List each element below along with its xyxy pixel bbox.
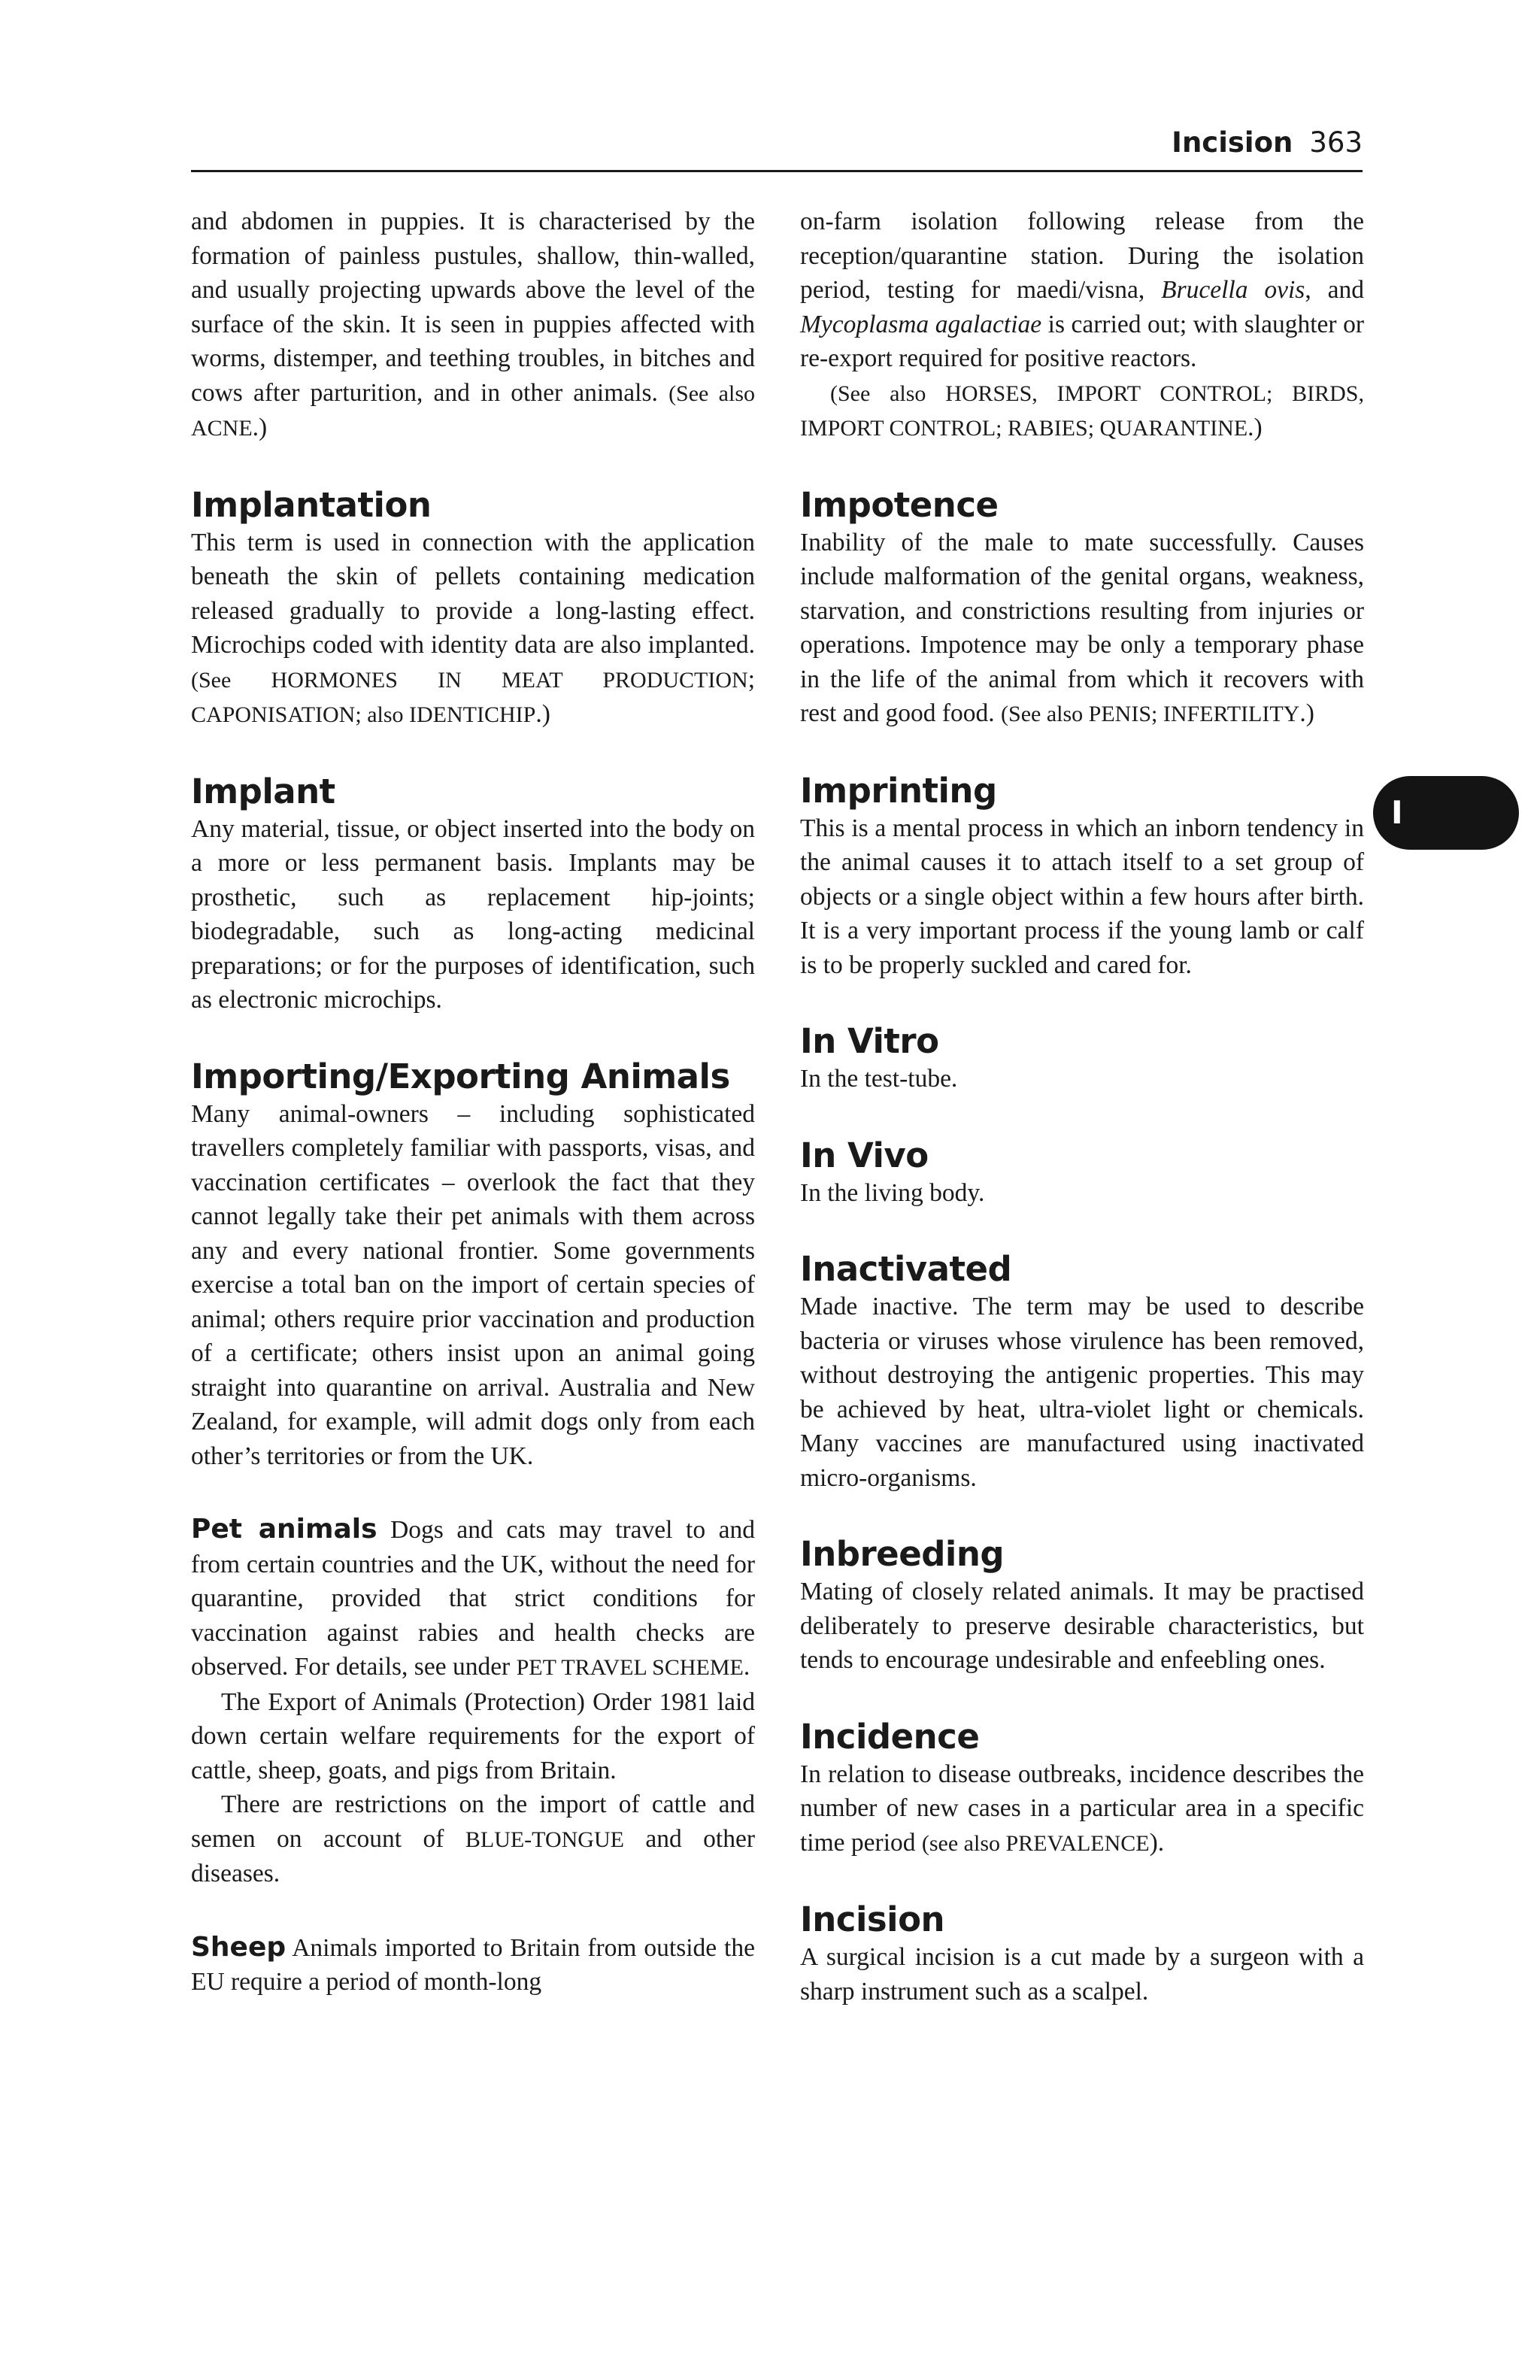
runin-heading: Sheep xyxy=(191,1931,286,1963)
entry-text-incidence: In relation to disease outbreaks, incidence describes the number of new cases in a particular area in a specific time period (see also PREVALENCE). xyxy=(800,1760,1364,1857)
entry-text-in-vitro: In the test-tube. xyxy=(800,1065,958,1093)
right-column xyxy=(800,205,1364,2009)
entry-text-incision: A surgical incision is a cut made by a surgeon with a sharp instrument such as a scalpel. xyxy=(800,1943,1364,2006)
entry-heading-implant: Implant xyxy=(191,771,335,811)
entry-text-importing-exporting: Many animal-owners – including sophisticated travellers completely familiar with passports, visas, and vaccination certificates – overlook the fact that they cannot legally take their pet animals with them across any and every national frontier. Some governments exercise a total ban on the import of certain species of animal; others require prior vaccination and production of a certificate; others insist upon an animal going straight into quarantine on arrival. Australia and New Zealand, for example, will admit dogs only from each other’s territories or from the UK. xyxy=(191,1099,755,1470)
entry-heading-imprinting: Imprinting xyxy=(800,770,997,811)
entry-heading-implantation: Implantation xyxy=(191,484,432,525)
entry-heading-incidence: Incidence xyxy=(800,1716,980,1757)
paragraph-export-order: The Export of Animals (Protection) Order 1981 laid down certain welfare requirements for the export of cattle, sheep, goats, and pigs from Britain. xyxy=(191,1687,755,1784)
cross-reference: PENIS; INFERTILITY xyxy=(1088,702,1300,726)
thumb-index-letter: I xyxy=(1391,794,1403,831)
running-head-title: Incision xyxy=(1172,126,1293,159)
continued-paragraph: and abdomen in puppies. It is characterised by the formation of painless pustules, shallow, thin-walled, and usually projecting upwards above the level of the surface of the skin. It is seen in puppies affected with worms, distemper, and teething troubles, in bitches and cows after parturition, and in other animals. (See also ACNE.) xyxy=(191,208,755,441)
paragraph-import-restrictions: There are restrictions on the import of cattle and semen on account of BLUE-TONGUE and other diseases. xyxy=(191,1790,756,1887)
entry-heading-inbreeding: Inbreeding xyxy=(800,1534,1005,1574)
entry-heading-inactivated: Inactivated xyxy=(800,1249,1012,1289)
subsection-pet-animals: Pet animals Dogs and cats may travel to and from certain countries and the UK, without the need for quarantine, provided that strict conditions for vaccination against rabies and health checks are observed. For details, see under PET TRAVEL SCHEME. xyxy=(191,1514,755,1681)
cross-reference: ACNE xyxy=(191,416,253,441)
entry-heading-importing-exporting: Importing/Exporting Animals xyxy=(191,1056,730,1096)
left-column xyxy=(191,205,755,2000)
runin-heading: Pet animals xyxy=(191,1514,377,1545)
header-rule xyxy=(191,170,1363,172)
entry-heading-impotence: Impotence xyxy=(800,484,999,525)
cross-reference: IDENTICHIP xyxy=(409,702,536,727)
cross-reference: PET TRAVEL SCHEME xyxy=(516,1655,744,1680)
entry-text-implantation: This term is used in connection with the application beneath the skin of pellets containing medication released gradually to provide a long-lasting effect. Microchips coded with identity data are also implanted. (See HORMONES IN MEAT PRODUCTION; CAPONISATION; also IDENTICHIP.) xyxy=(191,528,755,728)
cross-reference: CAPONISATION xyxy=(191,702,356,727)
page-number: 363 xyxy=(1309,126,1363,159)
cross-reference: HORSES, IMPORT CONTROL; BIRDS, IMPORT CONTROL; RABIES; QUARANTINE xyxy=(800,380,1364,441)
entry-text-implant: Any material, tissue, or object inserted into the body on a more or less permanent basis. Implants may be prosthetic, such as replacement hip-joints; biodegradable, such as long-acting medicinal preparations; or for the purposes of identification, such as electronic microchips. xyxy=(191,814,755,1014)
entry-text-in-vivo: In the living body. xyxy=(800,1178,985,1207)
entry-text-imprinting: This is a mental process in which an inborn tendency in the animal causes it to attach itself to a set group of objects or a single object within a few hours after birth. It is a very important process if the young lamb or calf is to be properly suckled and cared for. xyxy=(800,814,1364,979)
entry-text-inbreeding: Mating of closely related animals. It may be practised deliberately to preserve desirable characteristics, but tends to encourage undesirable and enfeebling ones. xyxy=(800,1578,1364,1674)
entry-heading-incision: Incision xyxy=(800,1899,945,1939)
running-head xyxy=(1172,126,1363,159)
entry-heading-in-vivo: In Vivo xyxy=(800,1135,929,1175)
cross-reference: PREVALENCE xyxy=(1005,1830,1150,1856)
entry-text-impotence: Inability of the male to mate successfully. Causes include malformation of the genital organs, weakness, starvation, and constrictions resulting from injuries or operations. Impotence may be only a temporary phase in the life of the animal from which it recovers with rest and good food. (See also PENIS; INFERTILITY.) xyxy=(800,528,1364,727)
see-also-note: (See also HORSES, IMPORT CONTROL; BIRDS, IMPORT CONTROL; RABIES; QUARANTINE.) xyxy=(800,380,1364,441)
cross-reference: HORMONES IN MEAT PRODUCTION xyxy=(271,667,748,693)
cross-reference: BLUE-TONGUE xyxy=(465,1827,624,1852)
entry-text-inactivated: Made inactive. The term may be used to describe bacteria or viruses whose virulence has been removed, without destroying the antigenic properties. This may be achieved by heat, ultra-violet light or chemicals. Many vaccines are manufactured using inactivated micro-organisms. xyxy=(800,1293,1364,1492)
entry-heading-in-vitro: In Vitro xyxy=(800,1021,939,1061)
continued-paragraph: on-farm isolation following release from the reception/quarantine station. During the isolation period, testing for maedi/visna, Brucella ovis, and Mycoplasma agalactiae is carried out; with slaughter or re-export required for positive reactors. xyxy=(800,208,1364,372)
subsection-sheep: Sheep Animals imported to Britain from outside the EU require a period of month-long xyxy=(191,1931,755,1996)
